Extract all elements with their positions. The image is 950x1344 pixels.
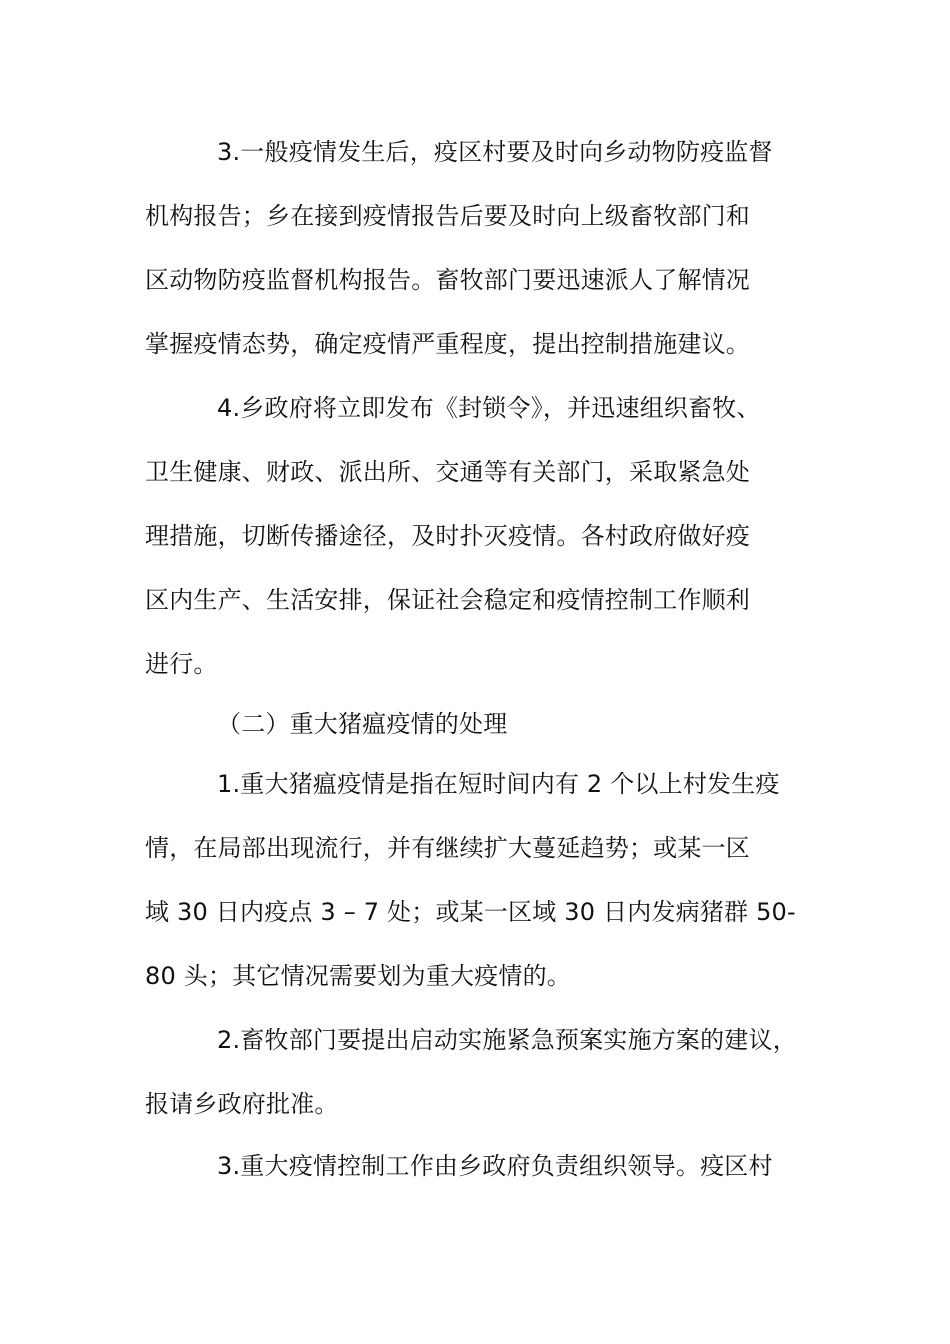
text-line-7: 理措施，切断传播途径，及时扑灭疫情。各村政府做好疫 bbox=[145, 522, 750, 550]
text-line-11: 1.重大猪瘟疫情是指在短时间内有 2 个以上村发生疫 bbox=[217, 770, 780, 798]
text-line-13: 域 30 日内疫点 3 – 7 处；或某一区域 30 日内发病猪群 50- bbox=[145, 898, 796, 926]
text-line-14: 80 头；其它情况需要划为重大疫情的。 bbox=[145, 962, 571, 990]
text-line-2: 机构报告；乡在接到疫情报告后要及时向上级畜牧部门和 bbox=[145, 202, 750, 230]
text-line-1: 3.一般疫情发生后，疫区村要及时向乡动物防疫监督 bbox=[217, 138, 773, 166]
text-line-4: 掌握疫情态势，确定疫情严重程度，提出控制措施建议。 bbox=[145, 330, 750, 358]
text-line-8: 区内生产、生活安排，保证社会稳定和疫情控制工作顺利 bbox=[145, 586, 750, 614]
section-heading: （二）重大猪瘟疫情的处理 bbox=[217, 710, 508, 738]
text-line-9: 进行。 bbox=[145, 650, 218, 678]
text-line-3: 区动物防疫监督机构报告。畜牧部门要迅速派人了解情况 bbox=[145, 266, 750, 294]
text-line-15: 2.畜牧部门要提出启动实施紧急预案实施方案的建议， bbox=[217, 1026, 797, 1054]
text-line-16: 报请乡政府批准。 bbox=[145, 1090, 339, 1118]
text-line-12: 情，在局部出现流行，并有继续扩大蔓延趋势；或某一区 bbox=[145, 834, 750, 862]
text-line-17: 3.重大疫情控制工作由乡政府负责组织领导。疫区村 bbox=[217, 1152, 773, 1180]
text-line-6: 卫生健康、财政、派出所、交通等有关部门，采取紧急处 bbox=[145, 458, 750, 486]
text-line-5: 4.乡政府将立即发布《封锁令》，并迅速组织畜牧、 bbox=[217, 394, 761, 422]
